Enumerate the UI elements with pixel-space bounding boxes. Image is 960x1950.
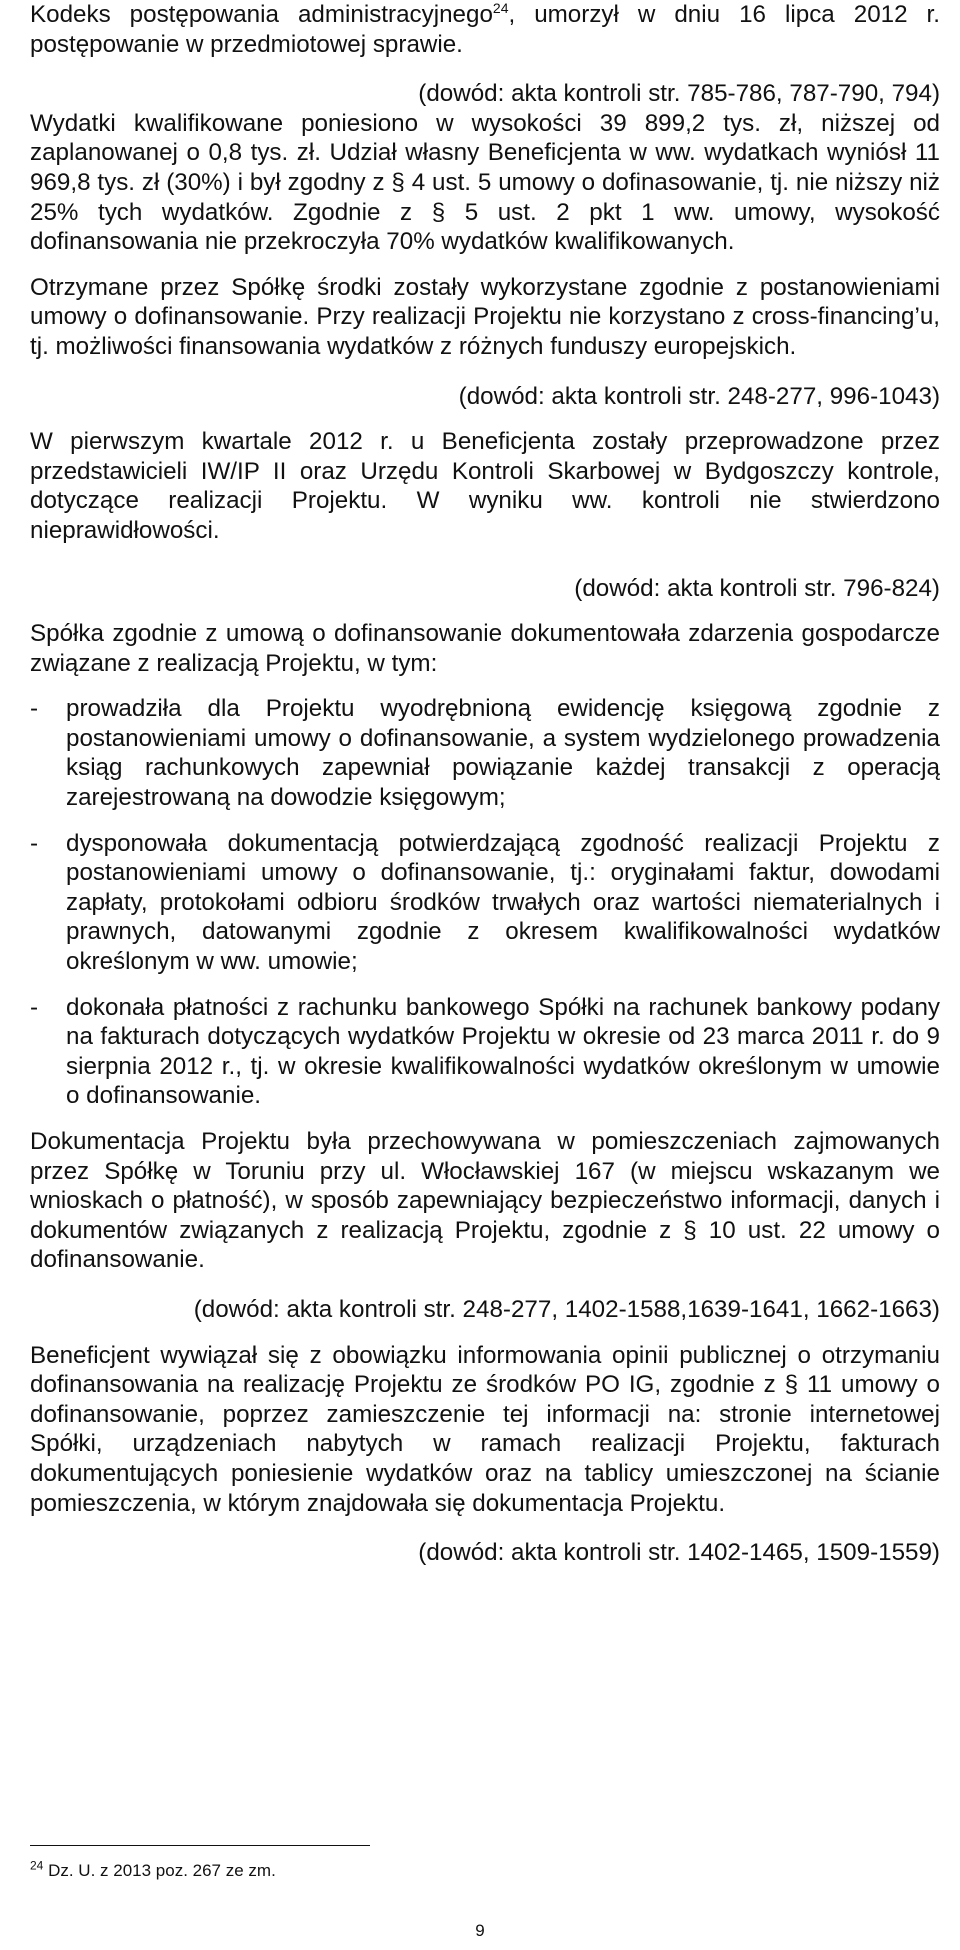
- paragraph-inspections: W pierwszym kwartale 2012 r. u Beneficjenta zostały przeprowadzone przez przedstawicieli IW/IP II oraz Urzędu Kontroli Skarbowej w Bydgoszczy kontrole, dotyczące realizacji Projektu. W wyniku ww. kontroli nie stwierdzono nieprawidłowości.: [30, 428, 940, 544]
- list-item: [30, 829, 940, 977]
- list-item-text: prowadziła dla Projektu wyodrębnioną ewidencję księgową zgodnie z postanowieniami umowy o dofinansowanie, a system wydzielonego prowadzenia ksiąg rachunkowych zapewniał powiązanie każdej transakcji z operacją zarejestrowaną na dowodzie księgowym;: [66, 695, 940, 812]
- evidence-note-5: (dowód: akta kontroli str. 1402-1465, 1509-1559): [418, 1539, 940, 1567]
- footnote: [30, 1860, 276, 1882]
- paragraph-kpa-start: Kodeks postępowania administracyjnego: [30, 1, 493, 28]
- paragraph-storage: Dokumentacja Projektu była przechowywana w pomieszczeniach zajmowanych przez Spółkę w Toruniu przy ul. Włocławskiej 167 (w miejscu wskazanym we wnioskach o płatność), w sposób zapewniający bezpieczeństwo informacji, danych i dokumentów związanych z realizacją Projektu, zgodnie z § 10 ust. 22 umowy o dofinansowanie.: [30, 1128, 940, 1274]
- paragraph-kpa-end: , umorzył w dniu 16 lipca 2012 r. postępowanie w przedmiotowej sprawie.: [30, 1, 940, 58]
- list-dash: -: [30, 829, 39, 857]
- list-item: [30, 993, 940, 1111]
- page-body: [30, 0, 940, 1568]
- list-item-text: dysponowała dokumentacją potwierdzającą zgodność realizacji Projektu z postanowieniami umowy o dofinansowanie, tj.: oryginałami faktur, dowodami zapłaty, protokołami odbioru środków trwałych oraz wartości niematerialnych i prawnych, datowanymi zgodnie z okresem kwalifikowalności wydatków określonym w ww. umowie;: [66, 829, 940, 976]
- evidence-note-2: (dowód: akta kontroli str. 248-277, 996-1043): [458, 382, 940, 410]
- page-number: 9: [475, 1921, 485, 1940]
- footnote-text: Dz. U. z 2013 poz. 267 ze zm.: [43, 1861, 276, 1880]
- footnote-reference: 24: [492, 0, 509, 16]
- list-dash: -: [30, 695, 39, 723]
- evidence-note-4: (dowód: akta kontroli str. 248-277, 1402-1588,1639-1641, 1662-1663): [193, 1295, 940, 1323]
- paragraph-documentation-intro: Spółka zgodnie z umową o dofinansowanie dokumentowała zdarzenia gospodarcze związane z realizacją Projektu, w tym:: [30, 620, 940, 677]
- paragraph-kpa: [30, 0, 940, 59]
- paragraph-expenditures: Wydatki kwalifikowane poniesiono w wysokości 39 899,2 tys. zł, niższej od zaplanowanej o 0,8 tys. zł. Udział własny Beneficjenta w ww. wydatkach wyniósł 11 969,8 tys. zł (30%) i był zgodny z § 4 ust. 5 umowy o dofinasowanie, tj. nie niższy niż 25% tych wydatków. Zgodnie z § 5 ust. 2 pkt 1 ww. umowy, wysokość dofinansowania nie przekroczyła 70% wydatków kwalifikowanych.: [30, 109, 940, 256]
- list-dash: -: [30, 993, 39, 1021]
- paragraph-funds-usage: Otrzymane przez Spółkę środki zostały wykorzystane zgodnie z postanowieniami umowy o dofinansowanie. Przy realizacji Projektu nie korzystano z cross-financing’u, tj. możliwości finansowania wydatków z różnych funduszy europejskich.: [30, 273, 940, 360]
- list-item: [30, 694, 940, 812]
- list-item-text: dokonała płatności z rachunku bankowego Spółki na rachunek bankowy podany na fakturach dotyczących wydatków Projektu w okresie od 23 marca 2011 r. do 9 sierpnia 2012 r., tj. w okresie kwalifikowalności wydatków określonym w umowie o dofinansowanie.: [66, 993, 940, 1110]
- evidence-note-3: (dowód: akta kontroli str. 796-824): [574, 574, 940, 602]
- paragraph-publicity: Beneficjent wywiązał się z obowiązku informowania opinii publicznej o otrzymaniu dofinansowania na realizację Projektu ze środków PO IG, zgodnie z § 11 umowy o dofinansowanie, poprzez zamieszczenie tej informacji na: stronie internetowej Spółki, urządzeniach nabytych w ramach realizacji Projektu, fakturach dokumentujących poniesienie wydatków oraz na tablicy umieszczonej na ścianie pomieszczenia, w którym znajdowała się dokumentacja Projektu.: [30, 1341, 940, 1517]
- footnote-number: 24: [30, 1858, 44, 1873]
- evidence-note-1: (dowód: akta kontroli str. 785-786, 787-790, 794): [418, 80, 940, 108]
- footnote-divider: [30, 1845, 370, 1846]
